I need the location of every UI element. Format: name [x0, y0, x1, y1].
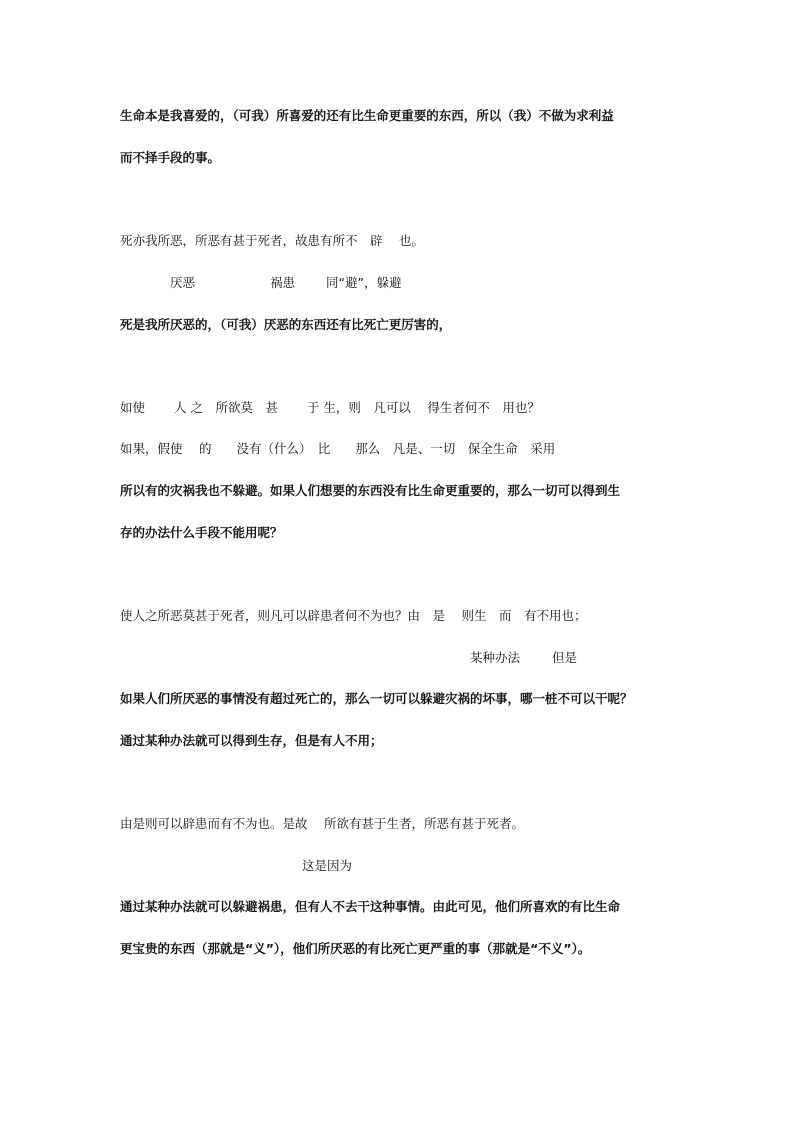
gloss-annotation: 祸患 — [270, 275, 296, 290]
gloss-annotation: 但是 — [552, 650, 578, 665]
gloss-line: 如果，假使 的 没有（什么） 比 那么 凡是、一切 保全生命 采用 — [120, 441, 556, 456]
translation-line-6: 如果人们所厌恶的事情没有超过死亡的，那么一切可以躲避灾祸的坏事，哪一桩不可以干呢？ — [120, 691, 633, 706]
classical-text-line-2: 如使 人 之 所欲莫 甚 于 生，则 凡可以 得生者何不 用也？ — [120, 400, 540, 415]
translation-line-7: 通过某种办法就可以得到生存，但是有人不用； — [120, 733, 383, 748]
translation-line-1: 生命本是我喜爱的，（可我）所喜爱的还有比生命更重要的东西，所以（我）不做为求利益 — [120, 108, 614, 123]
gloss-annotation: 某种办法 — [470, 650, 521, 665]
gloss-annotation: 同“避”，躲避 — [326, 275, 402, 290]
classical-text-line-4: 由是则可以辟患而有不为也。是故 所欲有甚于生者，所恶有甚于死者。 — [120, 816, 524, 831]
translation-line-3: 死是我所厌恶的，（可我）厌恶的东西还有比死亡更厉害的， — [120, 317, 452, 332]
translation-line-4: 所以有的灾祸我也不躲避。如果人们想要的东西没有比生命更重要的，那么一切可以得到生 — [120, 483, 621, 498]
classical-text-line-3: 使人之所恶莫甚于死者，则凡可以辟患者何不为也？由 是 则生 而 有不用也； — [120, 608, 587, 623]
gloss-annotation: 厌恶 — [170, 275, 196, 290]
translation-line-9: 更宝贵的东西（那就是“义”），他们所厌恶的有比死亡更严重的事（那就是“不义”）。 — [120, 941, 591, 956]
gloss-annotation: 这是因为 — [302, 858, 353, 873]
translation-line-8: 通过某种办法就可以躲避祸患，但有人不去干这种事情。由此可见，他们所喜欢的有比生命 — [120, 899, 621, 914]
translation-line-2: 而不择手段的事。 — [120, 150, 221, 165]
translation-line-5: 存的办法什么手段不能用呢？ — [120, 525, 283, 540]
classical-text-line-1: 死亦我所恶，所恶有甚于死者，故患有所不 辟 也。 — [120, 233, 424, 248]
